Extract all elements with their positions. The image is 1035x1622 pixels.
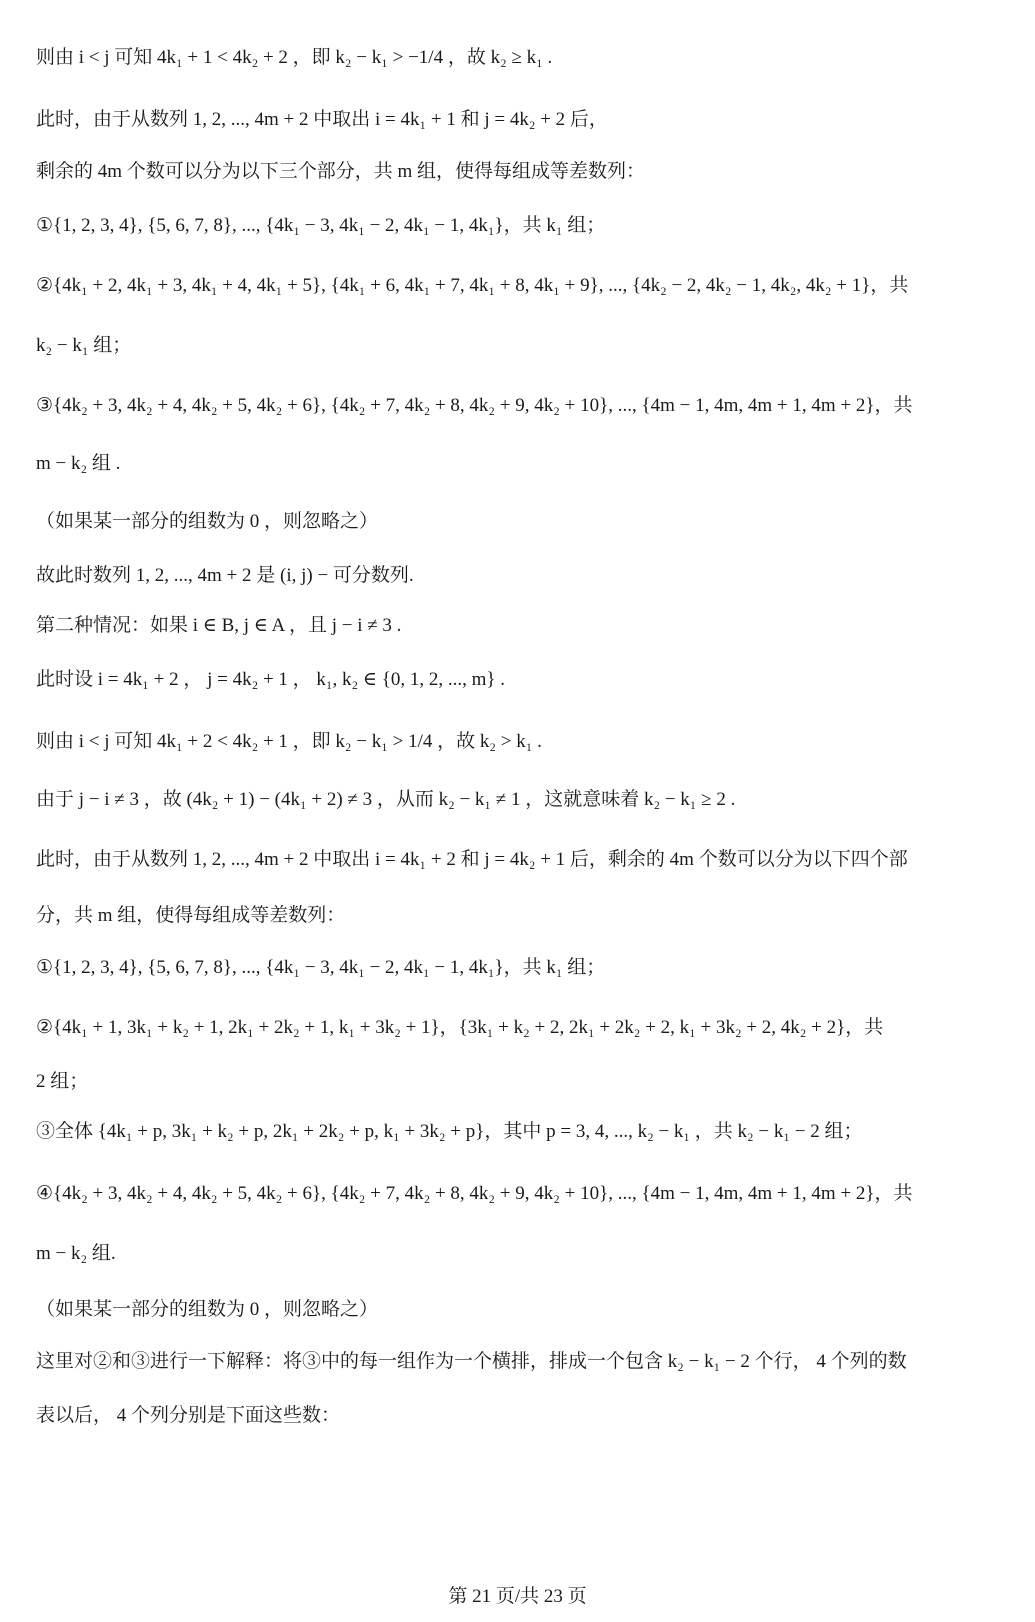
text-line: 此时设 i = 4k₁ + 2 ， j = 4k₂ + 1 ， k₁, k₂ ∈ {0, 1, 2, ..., m} . bbox=[36, 669, 505, 690]
text-line: ①{1, 2, 3, 4}, {5, 6, 7, 8}, ..., {4k₁ − 3, 4k₁ − 2, 4k₁ − 1, 4k₁}，共 k₁ 组； bbox=[36, 215, 606, 236]
text-line: ④{4k₂ + 3, 4k₂ + 4, 4k₂ + 5, 4k₂ + 6}, {4k₂ + 7, 4k₂ + 8, 4k₂ + 9, 4k₂ + 10}, ..., {4m − 1, 4m, 4m + 1, 4m + 2}，共 bbox=[36, 1183, 913, 1204]
text-line: m − k₂ 组 . bbox=[36, 453, 121, 474]
text-line: 第二种情况：如果 i ∈ B, j ∈ A ，且 j − i ≠ 3 . bbox=[36, 615, 402, 636]
text-line: ③{4k₂ + 3, 4k₂ + 4, 4k₂ + 5, 4k₂ + 6}, {4k₂ + 7, 4k₂ + 8, 4k₂ + 9, 4k₂ + 10}, ..., {4m − 1, 4m, 4m + 1, 4m + 2}，共 bbox=[36, 395, 913, 416]
text-line: ②{4k₁ + 2, 4k₁ + 3, 4k₁ + 4, 4k₁ + 5}, {4k₁ + 6, 4k₁ + 7, 4k₁ + 8, 4k₁ + 9}, ..., {4k₂ − 2, 4k₂ − 1, 4k₂, 4k₂ + 1}，共 bbox=[36, 275, 909, 296]
text-line: 这里对②和③进行一下解释：将③中的每一组作为一个横排，排成一个包含 k₂ − k₁ − 2 个行， 4 个列的数 bbox=[36, 1351, 907, 1372]
text-line: 故此时数列 1, 2, ..., 4m + 2 是 (i, j) − 可分数列. bbox=[36, 565, 414, 586]
text-line: 此时，由于从数列 1, 2, ..., 4m + 2 中取出 i = 4k₁ + 2 和 j = 4k₂ + 1 后，剩余的 4m 个数可以分为以下四个部 bbox=[36, 849, 908, 870]
text-line: ③全体 {4k₁ + p, 3k₁ + k₂ + p, 2k₁ + 2k₂ + p, k₁ + 3k₂ + p}，其中 p = 3, 4, ..., k₂ − k₁ ，共 k₂ − k₁ − 2 组； bbox=[36, 1121, 863, 1142]
page-footer: 第 21 页/共 23 页 bbox=[448, 1586, 587, 1607]
text-line: k₂ − k₁ 组； bbox=[36, 335, 132, 356]
text-line: ①{1, 2, 3, 4}, {5, 6, 7, 8}, ..., {4k₁ − 3, 4k₁ − 2, 4k₁ − 1, 4k₁}，共 k₁ 组； bbox=[36, 957, 606, 978]
text-line: 表以后， 4 个列分别是下面这些数： bbox=[36, 1405, 341, 1426]
text-line: 2 组； bbox=[36, 1071, 89, 1092]
text-line: （如果某一部分的组数为 0 ，则忽略之） bbox=[36, 1299, 379, 1320]
text-line: 则由 i < j 可知 4k₁ + 1 < 4k₂ + 2 ，即 k₂ − k₁ > −1/4 ，故 k₂ ≥ k₁ . bbox=[36, 47, 553, 68]
text-line: 此时，由于从数列 1, 2, ..., 4m + 2 中取出 i = 4k₁ + 1 和 j = 4k₂ + 2 后， bbox=[36, 109, 608, 130]
text-line: 分，共 m 组，使得每组成等差数列： bbox=[36, 905, 346, 926]
text-line: 剩余的 4m 个数可以分为以下三个部分，共 m 组，使得每组成等差数列： bbox=[36, 161, 646, 182]
text-line: m − k₂ 组. bbox=[36, 1243, 116, 1264]
text-line: ②{4k₁ + 1, 3k₁ + k₂ + 1, 2k₁ + 2k₂ + 1, k₁ + 3k₂ + 1}，{3k₁ + k₂ + 2, 2k₁ + 2k₂ + 2, k₁ + 3k₂ + 2, 4k₂ + 2}，共 bbox=[36, 1017, 884, 1038]
text-line: 则由 i < j 可知 4k₁ + 2 < 4k₂ + 1 ，即 k₂ − k₁ > 1/4 ，故 k₂ > k₁ . bbox=[36, 731, 542, 752]
text-line: （如果某一部分的组数为 0 ，则忽略之） bbox=[36, 511, 379, 532]
text-line: 由于 j − i ≠ 3 ，故 (4k₂ + 1) − (4k₁ + 2) ≠ 3 ，从而 k₂ − k₁ ≠ 1 ，这就意味着 k₂ − k₁ ≥ 2 . bbox=[36, 789, 736, 810]
